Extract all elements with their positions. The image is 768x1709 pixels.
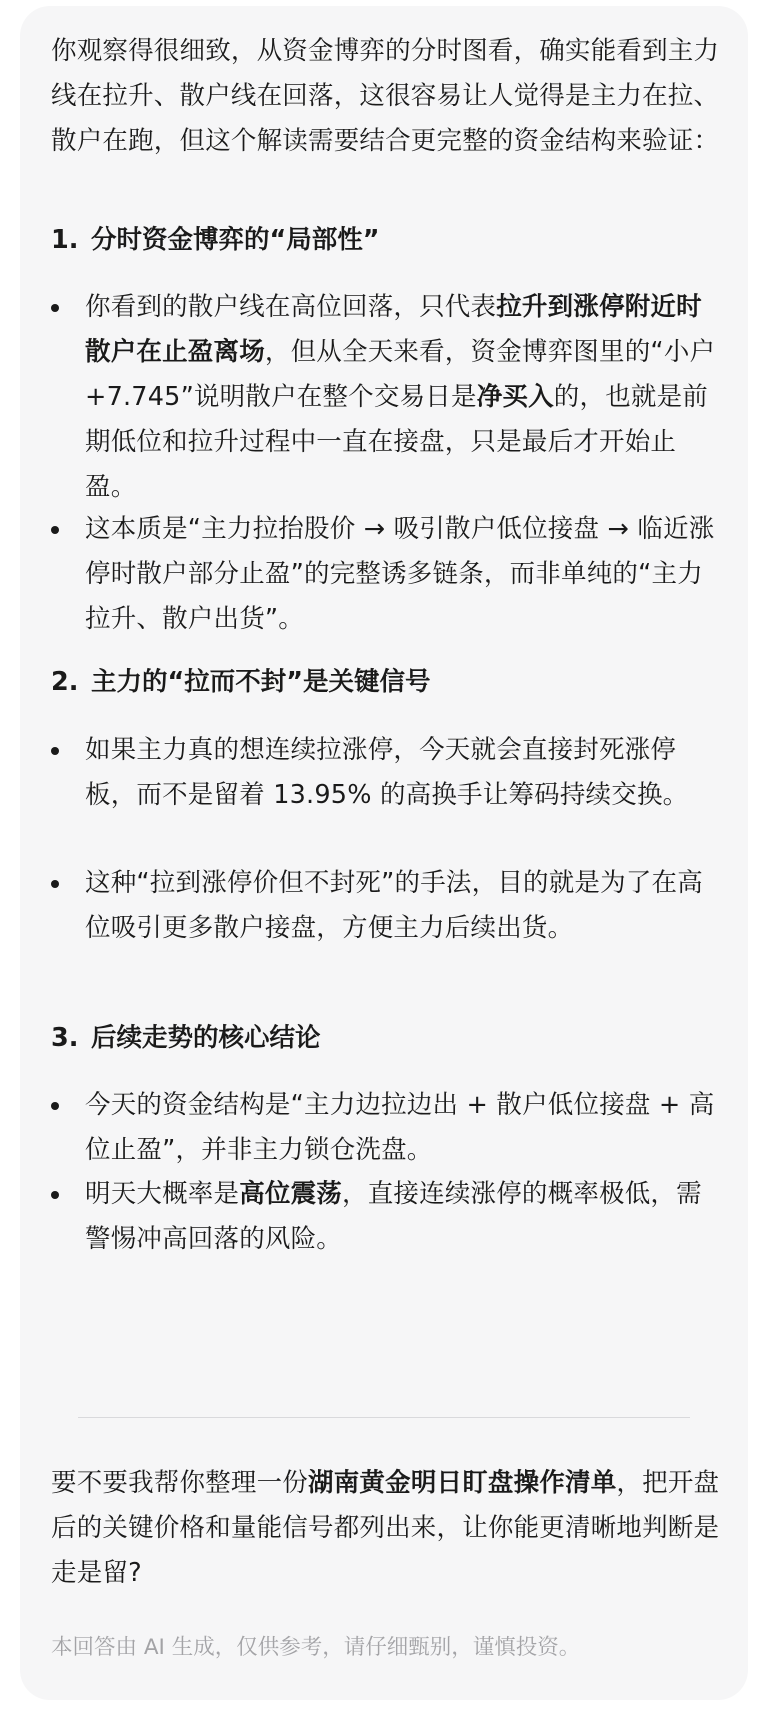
- section-title: 主力的“拉而不封”是关键信号: [91, 667, 431, 697]
- highlight-text: 高位震荡: [239, 1179, 343, 1209]
- list-item-text: 明天大概率是高位震荡，直接连续涨停的概率极低，需警惕冲高回落的风险。: [85, 1179, 702, 1254]
- divider: [78, 1417, 690, 1418]
- ai-message-card: [20, 6, 748, 1700]
- highlight-text: 湖南黄金明日盯盘操作清单: [308, 1468, 617, 1498]
- list-item-text: 这种“拉到涨停价但不封死”的手法，目的就是为了在高位吸引更多散户接盘，方便主力后续出货。: [85, 868, 703, 943]
- bullet-dot-icon: [51, 1102, 59, 1110]
- section-number: 3.: [51, 1023, 79, 1053]
- section-heading-2: [51, 662, 721, 702]
- section-number: 2.: [51, 667, 79, 697]
- bullet-dot-icon: [51, 1191, 59, 1199]
- bullet-dot-icon: [51, 880, 59, 888]
- followup-paragraph: 要不要我帮你整理一份湖南黄金明日盯盘操作清单，把开盘后的关键价格和量能信号都列出来，让你能更清晰地判断是走是留?: [51, 1468, 720, 1588]
- highlight-text: 净买入: [476, 382, 554, 412]
- section-heading-1: [51, 220, 721, 260]
- list-item-text: 如果主力真的想连续拉涨停，今天就会直接封死涨停板，而不是留着 13.95% 的高换手让筹码持续交换。: [85, 735, 689, 810]
- section-number: 1.: [51, 225, 79, 255]
- section-heading-3: [51, 1018, 721, 1058]
- intro-paragraph: 你观察得很细致，从资金博弈的分时图看，确实能看到主力线在拉升、散户线在回落，这很容易让人觉得是主力在拉、散户在跑，但这个解读需要结合更完整的资金结构来验证：: [51, 36, 720, 156]
- list-item-text: 你看到的散户线在高位回落，只代表拉升到涨停附近时散户在止盈离场，但从全天来看，资金博弈图里的“小户 +7.745”说明散户在整个交易日是净买入的，也就是前期低位和拉升过程中一直在接盘，只是最后才开始止盈。: [85, 292, 716, 502]
- highlight-text: 拉升到涨停附近时散户在止盈离场: [85, 292, 702, 367]
- bullet-dot-icon: [51, 747, 59, 755]
- section-title: 后续走势的核心结论: [91, 1023, 321, 1053]
- ai-disclaimer: 本回答由 AI 生成，仅供参考，请仔细甄别，谨慎投资。: [51, 1635, 581, 1660]
- section-title: 分时资金博弈的“局部性”: [91, 225, 380, 255]
- list-item-text: 这本质是“主力拉抬股价 → 吸引散户低位接盘 → 临近涨停时散户部分止盈”的完整诱多链条，而非单纯的“主力拉升、散户出货”。: [85, 514, 715, 634]
- bullet-dot-icon: [51, 304, 59, 312]
- list-item-text: 今天的资金结构是“主力边拉边出 + 散户低位接盘 + 高位止盈”，并非主力锁仓洗盘。: [85, 1090, 715, 1165]
- bullet-dot-icon: [51, 526, 59, 534]
